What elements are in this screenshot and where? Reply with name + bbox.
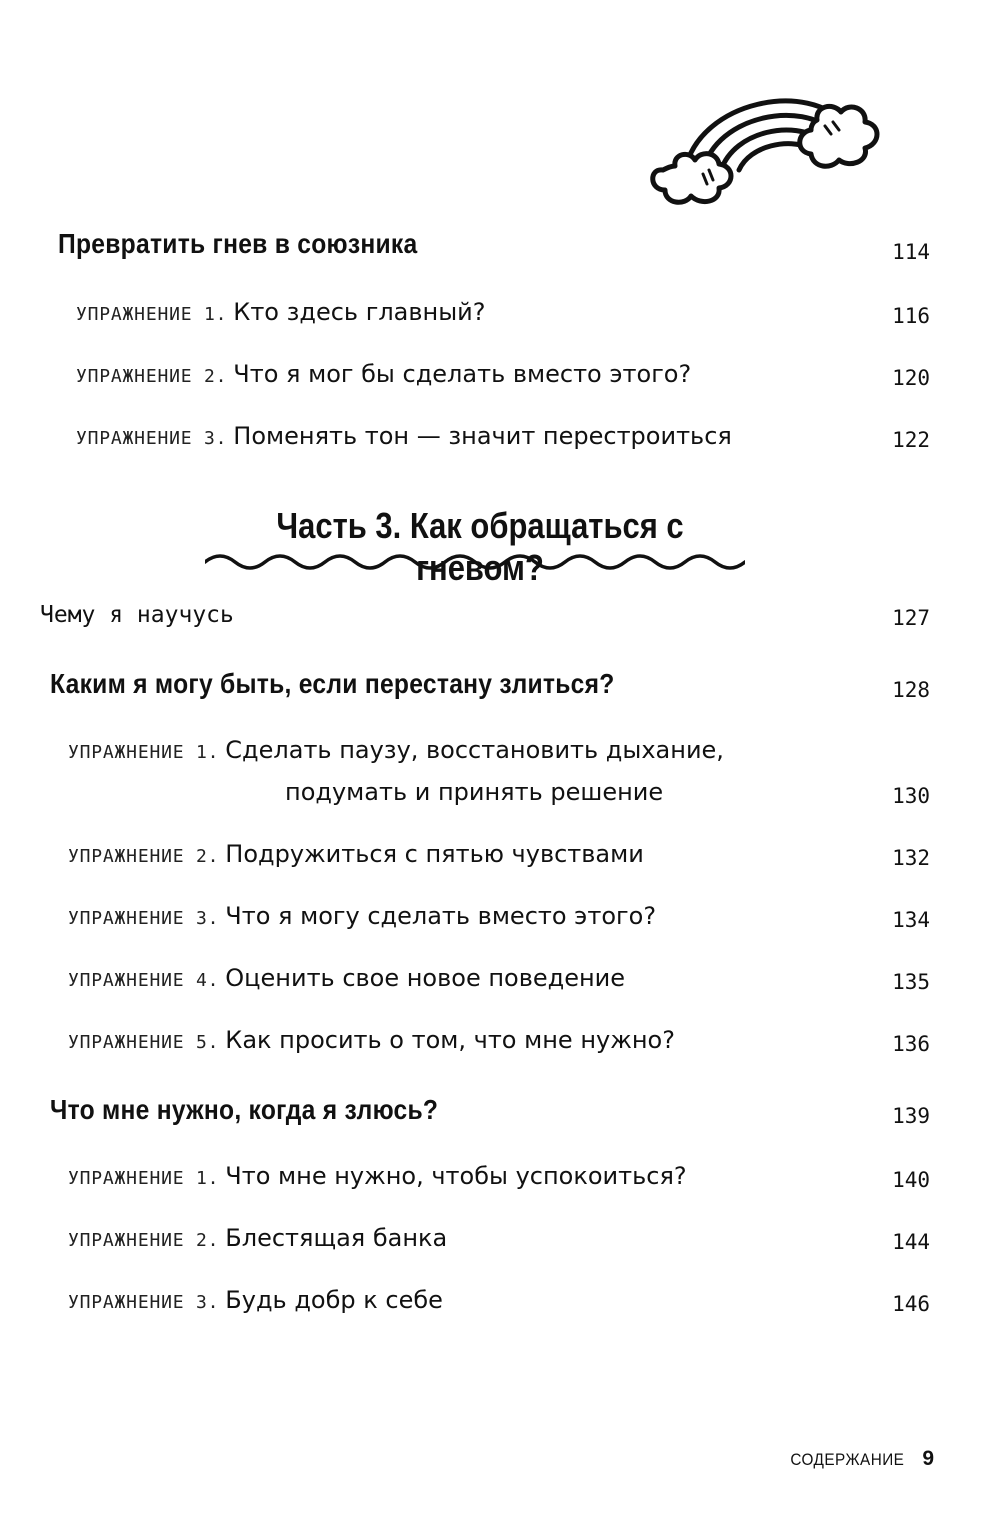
exercise-label: УПРАЖНЕНИЕ 3. bbox=[68, 908, 220, 929]
toc-exercise-entry[interactable] bbox=[0, 422, 1000, 462]
page-number: 146 bbox=[892, 1292, 930, 1316]
page-number: 132 bbox=[892, 846, 930, 870]
rainbow-with-clouds-icon bbox=[645, 70, 885, 212]
exercise-title: Будь добр к себе bbox=[225, 1286, 443, 1314]
exercise-title: Подружиться с пятью чувствами bbox=[225, 840, 644, 868]
running-footer bbox=[784, 1447, 934, 1471]
toc-exercise-entry[interactable] bbox=[0, 964, 1000, 1004]
page-number: 134 bbox=[892, 908, 930, 932]
exercise-title-continuation[interactable]: подумать и принять решение bbox=[285, 778, 664, 806]
folio-number: 9 bbox=[922, 1447, 934, 1470]
toc-exercise-entry[interactable] bbox=[0, 298, 1000, 338]
toc-exercise-entry[interactable] bbox=[0, 902, 1000, 942]
exercise-title: Оценить свое новое поведение bbox=[225, 964, 626, 992]
exercise-title: Что я могу сделать вместо этого? bbox=[225, 902, 657, 930]
page-number: 140 bbox=[892, 1168, 930, 1192]
page-number: 114 bbox=[892, 240, 930, 264]
toc-exercise-entry[interactable] bbox=[0, 1162, 1000, 1202]
exercise-title: Поменять тон — значит перестроиться bbox=[233, 422, 732, 450]
exercise-label: УПРАЖНЕНИЕ 2. bbox=[76, 366, 228, 387]
toc-exercise-entry[interactable] bbox=[0, 736, 1000, 776]
toc-section-entry[interactable] bbox=[0, 1094, 1000, 1134]
exercise-label: УПРАЖНЕНИЕ 4. bbox=[68, 970, 220, 991]
part-heading: Часть 3. Как обращаться с гневом? bbox=[276, 505, 684, 588]
wavy-underline bbox=[205, 551, 745, 573]
toc-exercise-entry[interactable] bbox=[0, 1026, 1000, 1066]
toc-entry[interactable] bbox=[0, 602, 1000, 642]
toc-exercise-entry[interactable] bbox=[0, 360, 1000, 400]
exercise-label: УПРАЖНЕНИЕ 3. bbox=[76, 428, 228, 449]
exercise-title: Что я мог бы сделать вместо этого? bbox=[233, 360, 692, 388]
page-number: 139 bbox=[892, 1104, 930, 1128]
page-number: 136 bbox=[892, 1032, 930, 1056]
page-number: 130 bbox=[892, 784, 930, 808]
exercise-title: Кто здесь главный? bbox=[233, 298, 486, 326]
exercise-title: Сделать паузу, восстановить дыхание, bbox=[225, 736, 724, 764]
entry-title: Чему я научусь bbox=[40, 602, 234, 628]
exercise-label: УПРАЖНЕНИЕ 3. bbox=[68, 1292, 220, 1313]
exercise-label: УПРАЖНЕНИЕ 2. bbox=[68, 1230, 220, 1251]
toc-exercise-entry[interactable] bbox=[0, 1286, 1000, 1326]
page-number: 128 bbox=[892, 678, 930, 702]
exercise-title: Как просить о том, что мне нужно? bbox=[225, 1026, 675, 1054]
exercise-label: УПРАЖНЕНИЕ 1. bbox=[76, 304, 228, 325]
section-title: Превратить гнев в союзника bbox=[58, 228, 418, 259]
exercise-title: Что мне нужно, чтобы успокоиться? bbox=[225, 1162, 687, 1190]
exercise-title: Блестящая банка bbox=[225, 1224, 448, 1252]
page-number: 122 bbox=[892, 428, 930, 452]
exercise-label: УПРАЖНЕНИЕ 1. bbox=[68, 742, 220, 763]
toc-section-entry[interactable] bbox=[0, 668, 1000, 708]
toc-exercise-entry[interactable] bbox=[0, 1224, 1000, 1264]
page-number: 127 bbox=[892, 606, 930, 630]
section-title: Что мне нужно, когда я злюсь? bbox=[50, 1094, 439, 1125]
toc-section-entry[interactable] bbox=[0, 230, 1000, 270]
exercise-label: УПРАЖНЕНИЕ 5. bbox=[68, 1032, 220, 1053]
footer-label: СОДЕРЖАНИЕ bbox=[790, 1450, 904, 1469]
toc-exercise-page bbox=[0, 778, 1000, 814]
page-number: 120 bbox=[892, 366, 930, 390]
exercise-label: УПРАЖНЕНИЕ 2. bbox=[68, 846, 220, 867]
toc-exercise-entry[interactable] bbox=[0, 840, 1000, 880]
page-number: 116 bbox=[892, 304, 930, 328]
section-title: Каким я могу быть, если перестану злиться? bbox=[50, 668, 615, 699]
page-number: 135 bbox=[892, 970, 930, 994]
exercise-label: УПРАЖНЕНИЕ 1. bbox=[68, 1168, 220, 1189]
page-number: 144 bbox=[892, 1230, 930, 1254]
